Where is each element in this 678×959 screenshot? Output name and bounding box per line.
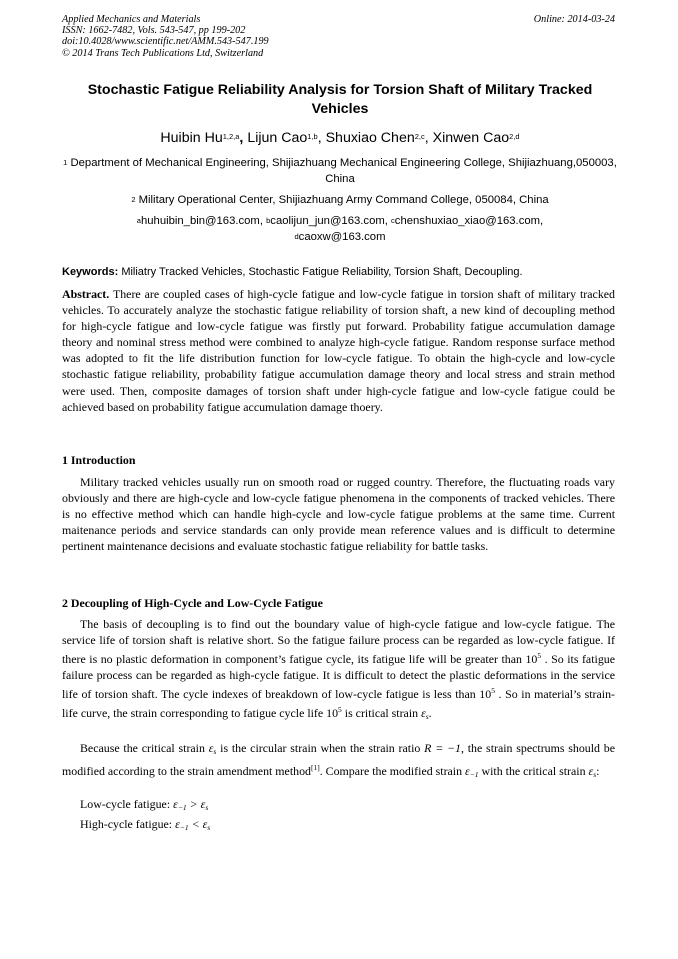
author-name: Lijun Cao: [247, 130, 308, 146]
abstract: [62, 286, 615, 415]
low-cycle-condition: [80, 796, 208, 816]
author-name: Huibin Hu: [160, 130, 223, 146]
abstract-label: Abstract.: [62, 287, 110, 301]
keywords-text: Miliatry Tracked Vehicles, Stochastic Fatigue Reliability, Torsion Shaft, Decoupling.: [121, 266, 523, 278]
paragraph-text: . So its fatigue failure process can be regarded as high-cycle fatigue. It is difficult to detect the plastic deformations in the service life of torsion shaft. The cycle indexes of breakdown of low-cycle fatigue is less than 10: [62, 652, 615, 702]
paragraph-text: Because the critical strain: [80, 741, 205, 755]
condition-label: Low-cycle fatigue:: [80, 797, 171, 811]
citation-link[interactable]: [1]: [310, 763, 320, 773]
keywords-label: Keywords:: [62, 266, 119, 278]
email-link[interactable]: chenshuxiao_xiao@163.com,: [394, 215, 544, 227]
author-name: Shuxiao Chen: [325, 130, 415, 146]
paragraph-text: . So in material’s strain-life curve, the strain corresponding to fatigue cycle life 10: [62, 687, 615, 721]
author-emails: $^a$huhuibin_bin@163.com, $^b$caolijun_jun@163.com, $^c$chenshuxiao_xiao@163.com, $^d$caoxw@163.com: [136, 215, 544, 243]
author-affil-mark: 1,b: [307, 132, 318, 141]
exponent: 5: [537, 651, 542, 661]
keywords: [62, 265, 618, 279]
critical-strain-symbol: $\varepsilon_s$: [208, 741, 217, 756]
paragraph-text: is critical strain: [344, 706, 419, 721]
journal-name: Applied Mechanics and Materials: [62, 14, 201, 25]
author-name: Xinwen Cao: [432, 130, 510, 146]
author-list: Huibin Hu$^{1,2,a}$, Lijun Cao$^{1,b}$, Shuxiao Chen$^{2,c}$, Xinwen Cao$^{2,d}$: [160, 130, 520, 146]
paragraph-text: with the critical strain: [481, 764, 586, 779]
affiliation-2: [60, 193, 620, 209]
affil-mark: 1: [63, 158, 68, 167]
exponent: 5: [491, 686, 495, 696]
email-link[interactable]: caolijun_jun@163.com,: [270, 215, 388, 227]
abstract-text: There are coupled cases of high-cycle fatigue and low-cycle fatigue in torsion shaft of military tracked vehicles. To accurately analyze the stochastic fatigue reliability of torsion shaft, a new kind of decoupling method for high-cycle fatigue and low-cycle fatigue was firstly put forward. Probability fatigue accumulation damage theory and nominal stress method were combined to analyze high-cycle fatigue. Random response surface method was adopted to fit the life distribution function for low-cycle fatigue. To obtain the high-cycle and low-cycle stochastic fatigue reliability, probability fatigue accumulation damage theory and local stress and strain method were used. Then, composite damages of torsion shaft under high-cycle fatigue and low-cycle fatigue could be achieved based on probability fatigue accumulation damage thoery.: [62, 287, 615, 414]
introduction-paragraph: Military tracked vehicles usually run on smooth road or rugged country. Therefore, the fluctuating roads vary obviously and there are high-cycle and low-cycle fatigue phenomena in the components of tracked vehicles. There is no effective method which can handle high-cycle and low-cycle fatigue problems at the same time. Current maitenance periods and service standards can only provide mean reference values and is difficult to determine pertinent maintenance decisions and evaluate stochastic fatigue reliability for battle tasks.: [62, 475, 615, 554]
paper-title: Stochastic Fatigue Reliability Analysis for Torsion Shaft of Military Tracked Vehicles: [87, 82, 593, 117]
email-link[interactable]: caoxw@163.com: [298, 230, 386, 243]
condition-formula: $\varepsilon_{-1} > \varepsilon_s$: [173, 797, 209, 812]
strain-ratio-equation: R = −1: [424, 741, 461, 755]
affil-text: Military Operational Center, Shijiazhuang Army Command College, 050084, China: [138, 194, 549, 206]
section-heading-introduction: 1 Introduction: [62, 453, 136, 467]
critical-strain-symbol: $\varepsilon_s$: [588, 764, 597, 780]
journal-copyright: © 2014 Trans Tech Publications Ltd, Switzerland: [62, 47, 264, 59]
paragraph-text: The basis of decoupling is to find out the boundary value of high-cycle fatigue and low-cycle fatigue. The service life of torsion shaft is relative short. So the fatigue failure process can be regarded as low-cycle fatigue. If there is no plastic deformation in component’s fatigue cycle, its fatigue life will be greater than 10: [62, 617, 615, 667]
affiliation-1: [60, 156, 620, 187]
decoupling-paragraph-1: The basis of decoupling is to find out the boundary value of high-cycle fatigue and low-cycle fatigue. The service life of torsion shaft is relative short. So the fatigue failure process can be regarded as low-cycle fatigue. If there is no plastic deformation in component’s fatigue cycle, its fatigue life will be greater than $10^5$ . So its fatigue failure process can be regarded as high-cycle fatigue. It is difficult to detect the plastic deformations in the service life of torsion shaft. The cycle indexes of breakdown of low-cycle fatigue is less than $10^5$ . So in material’s strain-life curve, the strain corresponding to fatigue cycle life $10^5$ is critical strain $\varepsilon_s$.: [62, 617, 615, 722]
paragraph-text: . Compare the modified strain: [319, 764, 463, 779]
journal-issn: ISSN: 1662-7482, Vols. 543-547, pp 199-202: [62, 25, 246, 37]
author-affil-mark: 2,d: [509, 132, 520, 141]
author-affil-mark: 2,c: [414, 132, 425, 141]
affil-text: Department of Mechanical Engineering, Shijiazhuang Mechanical Engineering College, Shijiazhuang,050003, China: [70, 157, 617, 185]
paragraph-text: , the strain spectrums should be modified according to the strain amendment method: [62, 741, 615, 779]
journal-doi: doi:10.4028/www.scientific.net/AMM.543-547.199: [62, 36, 269, 48]
email-link[interactable]: huhuibin_bin@163.com,: [140, 215, 263, 227]
paragraph-text: is the circular strain when the strain ratio: [220, 741, 421, 755]
condition-label: High-cycle fatigue:: [80, 817, 173, 831]
high-cycle-condition: [80, 816, 210, 836]
author-affil-mark: 1,2,a: [222, 132, 240, 141]
exponent: 5: [338, 705, 342, 715]
section-heading-decoupling: 2 Decoupling of High-Cycle and Low-Cycle Fatigue: [62, 596, 323, 610]
critical-strain-symbol: $\varepsilon_s$: [421, 706, 429, 722]
condition-formula: $\varepsilon_{-1} < \varepsilon_s$: [175, 817, 211, 832]
online-date: Online: 2014-03-24: [533, 14, 615, 25]
journal-header: [62, 14, 269, 59]
affil-mark: 2: [131, 195, 136, 204]
modified-strain-symbol: $\varepsilon_{-1}$: [465, 764, 479, 780]
decoupling-paragraph-2: Because the critical strain $\varepsilon_s$ is the circular strain when the strain ratio R = −1, the strain spectrums should be modified according to the strain amendment method[1]. Compare the modified strain $\varepsilon_{-1}$ with the critical strain $\varepsilon_s$:: [62, 741, 615, 780]
